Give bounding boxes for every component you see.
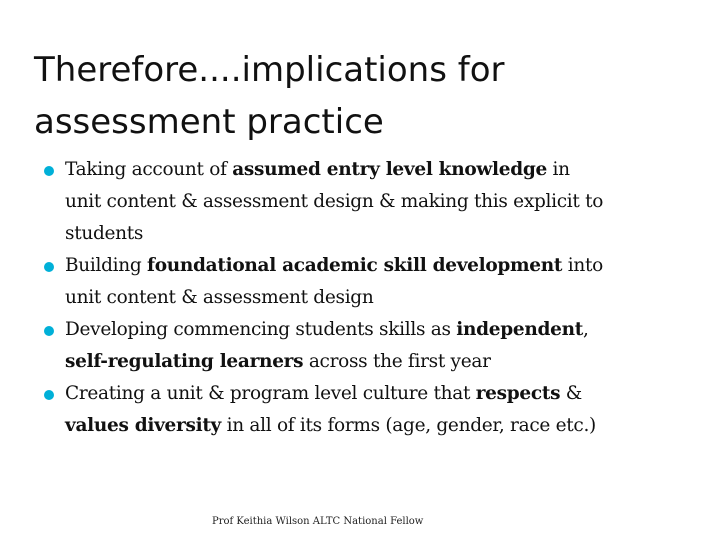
bullet-dot-icon — [44, 326, 54, 336]
bullet-text: Creating a unit & program level culture that — [65, 383, 476, 404]
bullet-item — [44, 250, 694, 314]
bullet-text: unit content & assessment design — [65, 287, 374, 308]
bullet-line — [65, 346, 694, 378]
bullet-line — [65, 282, 694, 314]
bullet-text: unit content & assessment design & making this explicit to — [65, 191, 604, 212]
bullet-item — [44, 154, 694, 250]
bullet-text: Taking account of — [65, 159, 233, 180]
bullet-line — [65, 410, 694, 442]
bullet-item — [44, 378, 694, 442]
bullet-text: , — [583, 319, 589, 340]
bullet-text: into — [562, 255, 603, 276]
bullet-text: Developing commencing students skills as — [65, 319, 457, 340]
bullet-line — [65, 218, 694, 250]
slide-title — [34, 44, 694, 148]
bullet-emphasis: respects — [475, 383, 561, 404]
bullet-emphasis: values diversity — [65, 415, 222, 436]
bullet-emphasis: independent — [456, 319, 584, 340]
bullet-line — [65, 186, 694, 218]
bullet-text: in — [546, 159, 570, 180]
bullet-dot-icon — [44, 390, 54, 400]
bullet-list — [44, 154, 694, 442]
slide-title-line: assessment practice — [34, 102, 384, 142]
bullet-text: & — [560, 383, 582, 404]
bullet-emphasis: assumed entry level knowledge — [232, 159, 547, 180]
bullet-line — [65, 250, 694, 282]
bullet-line — [65, 314, 694, 346]
bullet-dot-icon — [44, 166, 54, 176]
slide-title-line: Therefore....implications for — [34, 50, 505, 90]
bullet-text: in all of its forms (age, gender, race etc.) — [221, 415, 596, 436]
bullet-emphasis: foundational academic skill development — [147, 255, 563, 276]
bullet-text: across the first year — [303, 351, 491, 372]
bullet-text: students — [65, 223, 144, 244]
bullet-emphasis: self-regulating learners — [65, 351, 304, 372]
footer-credit: Prof Keithia Wilson ALTC National Fellow — [212, 516, 424, 527]
bullet-dot-icon — [44, 262, 54, 272]
bullet-line — [65, 378, 694, 410]
bullet-item — [44, 314, 694, 378]
bullet-line — [65, 154, 694, 186]
bullet-text: Building — [65, 255, 148, 276]
